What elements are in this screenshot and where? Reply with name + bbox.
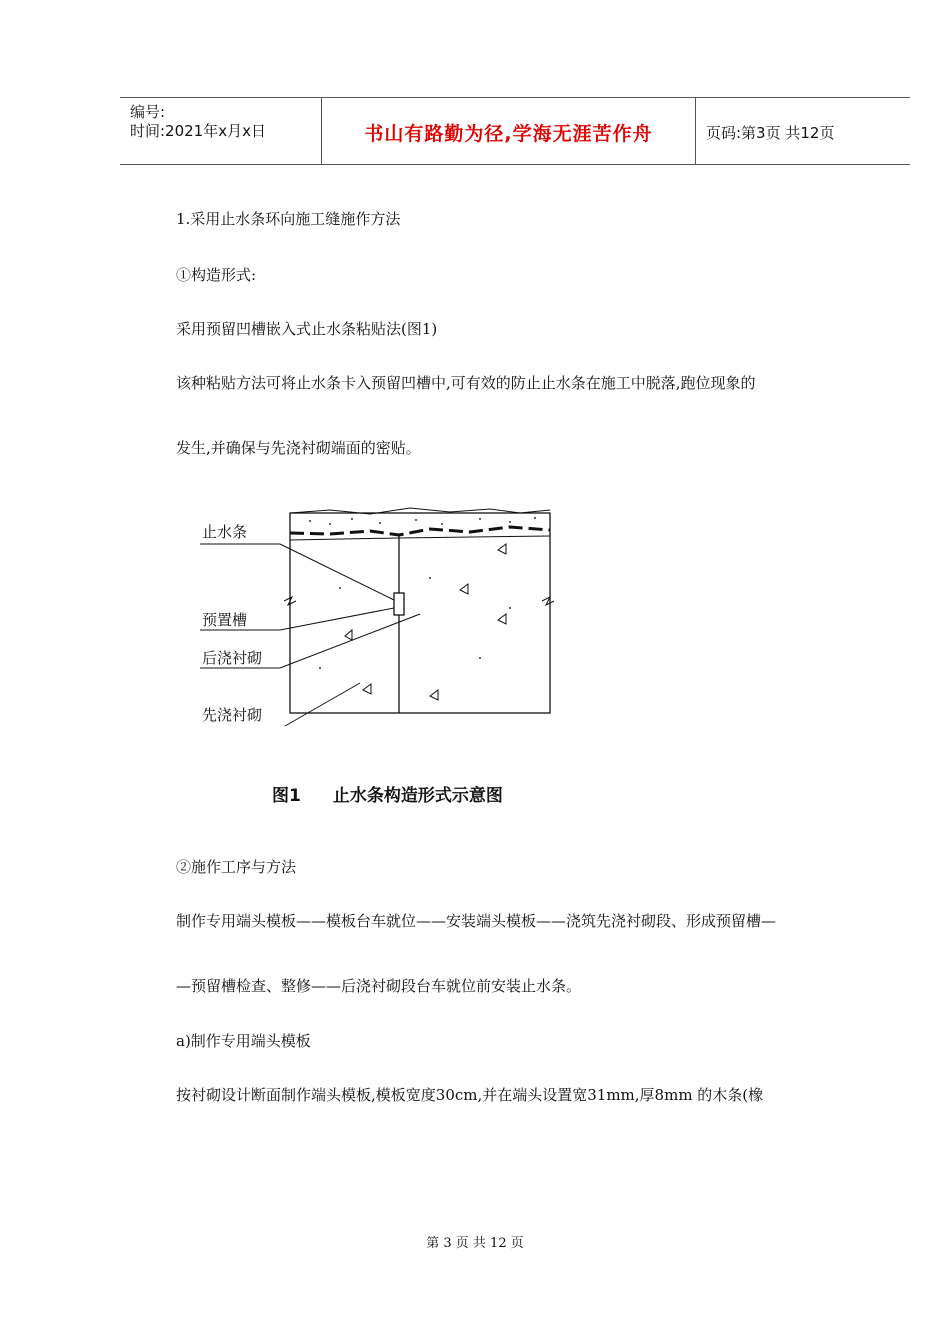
label-groove: 预置槽	[202, 611, 248, 629]
waterproof-layer	[290, 527, 550, 535]
break-mark-right	[542, 597, 554, 605]
caption-text: 止水条构造形式示意图	[332, 786, 503, 806]
break-mark-left	[284, 597, 296, 605]
lining-top-line	[290, 536, 550, 540]
header-page-cell	[696, 98, 910, 164]
paragraph-method: 采用预留凹槽嵌入式止水条粘贴法(图1)	[176, 320, 438, 338]
paragraph-desc-line1: 该种粘贴方法可将止水条卡入预留凹槽中,可有效的防止止水条在施工中脱落,跑位现象的	[176, 374, 756, 392]
header-left-cell	[120, 98, 322, 164]
waterstop-diagram	[180, 488, 580, 738]
aggregate-triangles	[345, 544, 506, 700]
aggregate-dots	[309, 517, 536, 669]
procedure-line2: —预留槽检查、整修——后浇衬砌段台车就位前安装止水条。	[176, 977, 582, 995]
motto: 书山有路勤为径,学海无涯苦作舟	[364, 123, 653, 145]
header-motto-cell	[322, 98, 696, 164]
section-heading: 1.采用止水条环向施工缝施作方法	[176, 210, 401, 228]
page-footer: 第 3 页 共 12 页	[426, 1236, 524, 1251]
figure-caption	[272, 781, 503, 806]
subsection-structure: ①构造形式:	[176, 266, 257, 284]
page-info: 页码:第3页 共12页	[706, 124, 835, 142]
label-water-stop: 止水条	[202, 523, 248, 541]
procedure-line1: 制作专用端头模板——模板台车就位——安装端头模板——浇筑先浇衬砌段、形成预留槽—	[176, 912, 777, 930]
diagram-frame	[290, 513, 550, 713]
number-label: 编号:	[130, 103, 166, 121]
leader-first-lining	[285, 683, 360, 726]
step-a-text: 按衬砌设计断面制作端头模板,模板宽度30cm,并在端头设置宽31mm,厚8mm 的木条(橡	[176, 1086, 764, 1104]
leader-water-stop	[280, 544, 394, 600]
step-a-heading: a)制作专用端头模板	[176, 1032, 311, 1050]
leader-groove	[280, 608, 394, 630]
label-later-lining: 后浇衬砌	[202, 649, 263, 667]
caption-number: 图1	[272, 786, 301, 806]
page-header	[120, 97, 910, 165]
label-first-lining: 先浇衬砌	[202, 706, 263, 724]
subsection-procedure: ②施作工序与方法	[176, 858, 297, 876]
paragraph-desc-line2: 发生,并确保与先浇衬砌端面的密贴。	[176, 439, 421, 457]
time-label: 时间:2021年x月x日	[130, 122, 266, 140]
water-stop-strip	[394, 593, 404, 615]
